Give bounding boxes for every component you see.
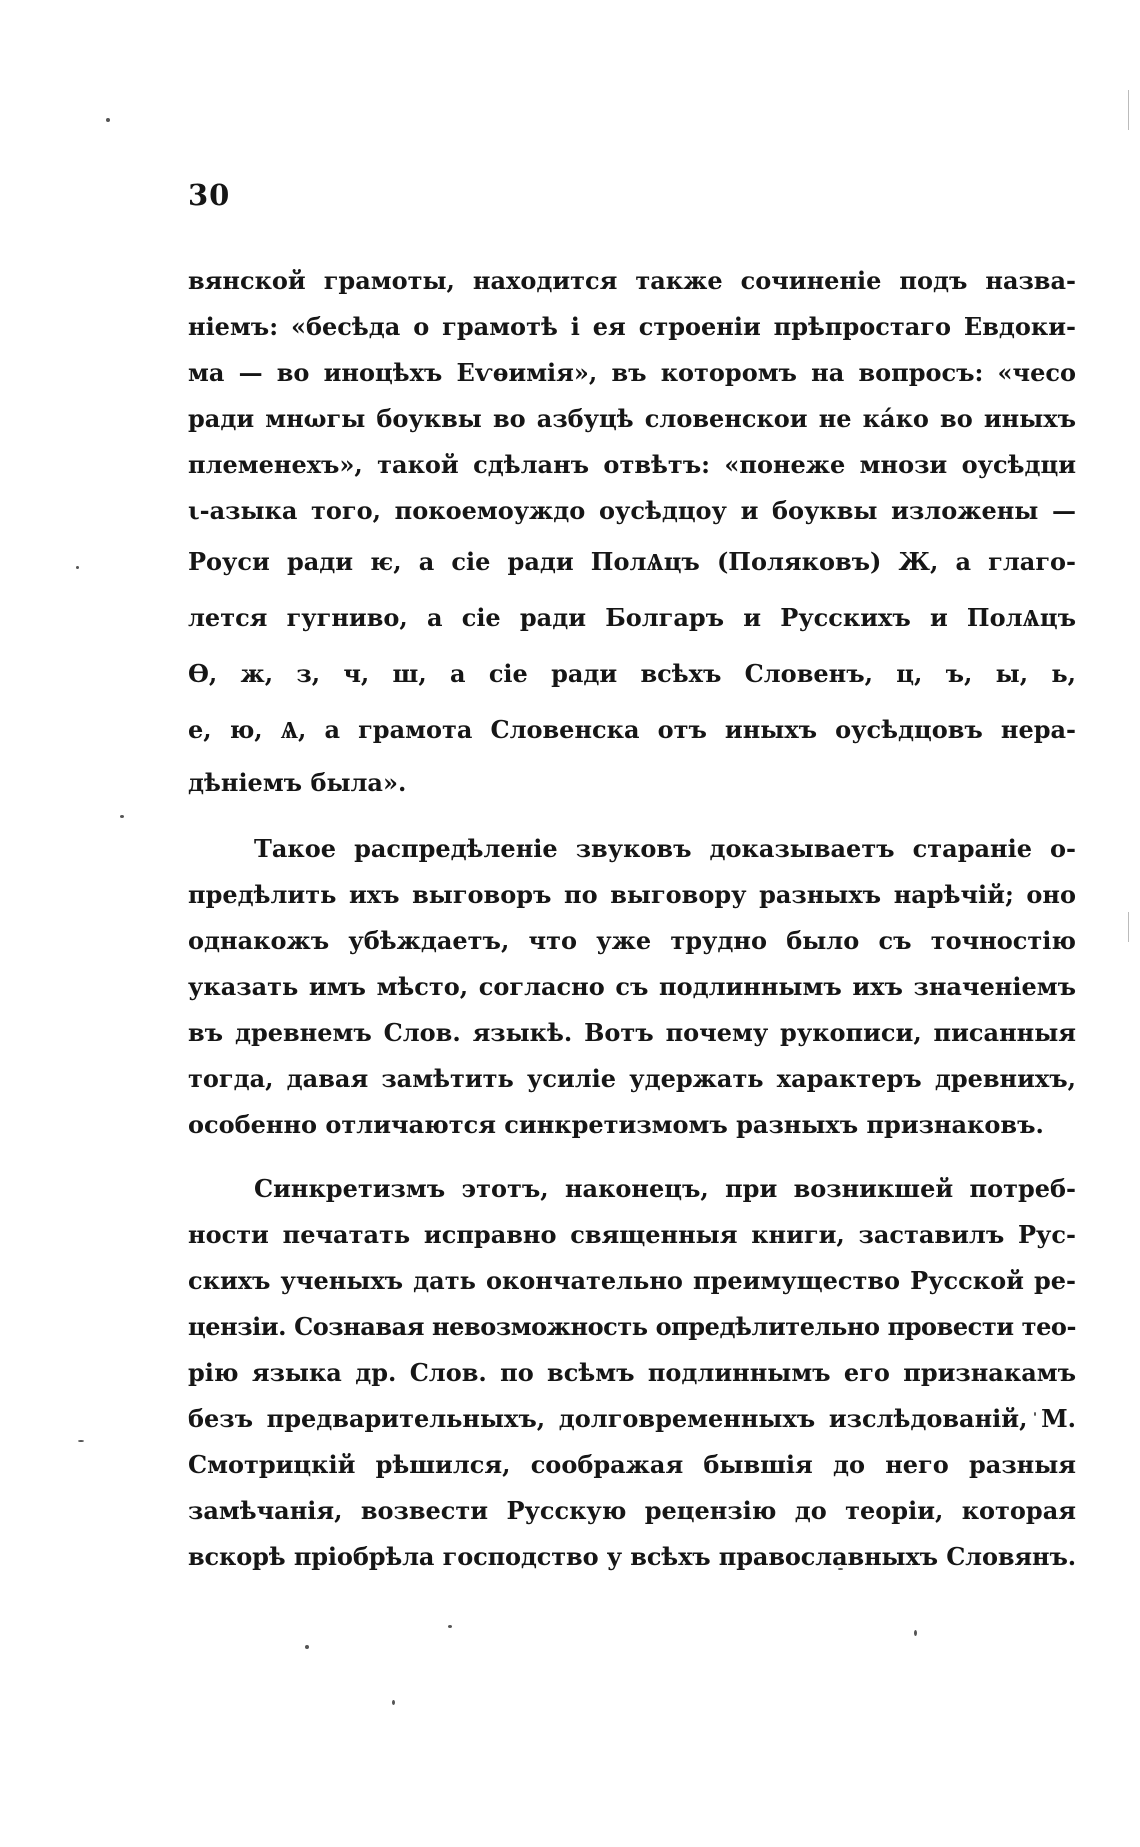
text-line: вскорѣ пріобрѣла господство у всѣхъ православныхъ Словянъ. — [188, 1542, 1076, 1571]
text-line: племенехъ», такой сдѣланъ отвѣтъ: «понеже мнози оусѣдци — [188, 450, 1076, 479]
text-line: ма — во иноцѣхъ Еѵѳимія», въ которомъ на вопросъ: «чесо — [188, 358, 1076, 387]
text-line: скихъ ученыхъ дать окончательно преимущество Русской ре- — [188, 1266, 1076, 1295]
text-line: указать имъ мѣсто, согласно съ подлиннымъ ихъ значеніемъ — [188, 972, 1076, 1001]
page-number: 30 — [188, 178, 231, 212]
text-line: ніемъ: «бесѣда о грамотѣ і ея строеніи прѣпростаго Евдоки- — [188, 312, 1076, 341]
text-line: однакожъ убѣждаетъ, что уже трудно было съ точностію — [188, 926, 1076, 955]
text-line: замѣчанія, возвести Русскую рецензію до теоріи, которая — [188, 1496, 1076, 1525]
text-line: Роуси ради ѥ, а сіе ради ПолѦцъ (Поляковъ) Ж, а глаго- — [188, 547, 1076, 576]
paragraph — [188, 258, 1076, 808]
scan-speck — [106, 118, 110, 122]
text-line: безъ предварительныхъ, долговременныхъ изслѣдованій, М. — [188, 1404, 1076, 1433]
text-line: ности печатать исправно священныя книги, заставилъ Рус- — [188, 1220, 1076, 1249]
text-line: Смотрицкій рѣшился, соображая бывшія до него разныя — [188, 1450, 1076, 1479]
text-line: рію языка др. Слов. по всѣмъ подлиннымъ его признакамъ — [188, 1358, 1076, 1387]
text-line: въ древнемъ Слов. языкѣ. Вотъ почему рукописи, писанныя — [188, 1018, 1076, 1047]
scan-speck — [392, 1700, 395, 1705]
scan-edge-mark — [1128, 90, 1129, 130]
scan-speck — [76, 566, 79, 569]
text-line: Ѳ, ж, з, ч, ш, а сіе ради всѣхъ Словенъ, ц, ъ, ы, ь, — [188, 659, 1076, 688]
paragraph — [188, 826, 1076, 1148]
text-line: дѣніемъ была». — [188, 768, 407, 797]
text-line: Такое распредѣленіе звуковъ доказываетъ стараніе о- — [254, 834, 1076, 863]
text-line: особенно отличаются синкретизмомъ разныхъ признаковъ. — [188, 1110, 1044, 1139]
text-line: лется гугниво, а сіе ради Болгаръ и Русскихъ и ПолѦцъ — [188, 603, 1076, 632]
body-text — [188, 258, 1076, 1580]
scan-edge-mark — [1128, 912, 1129, 942]
paragraph — [188, 1166, 1076, 1580]
text-line: цензіи. Сознавая невозможность опредѣлительно провести тео- — [188, 1312, 1076, 1341]
scan-speck — [78, 1440, 84, 1442]
text-line: предѣлить ихъ выговоръ по выговору разныхъ нарѣчій; оно — [188, 880, 1076, 909]
scan-speck — [305, 1645, 309, 1649]
text-line: Синкретизмъ этотъ, наконецъ, при возникшей потреб- — [254, 1174, 1076, 1203]
text-line: ради мнωгы боуквы во азбуцѣ словенскои не кáко во иныхъ — [188, 404, 1076, 433]
text-line: вянской грамоты, находится также сочиненіе подъ назва- — [188, 266, 1076, 295]
text-line: ι-азыка того, покоемоуждо оусѣдцоу и боуквы изложены — — [188, 496, 1076, 525]
scan-speck — [448, 1625, 452, 1628]
scan-speck — [914, 1630, 917, 1636]
text-line: тогда, давая замѣтить усиліе удержать характеръ древнихъ, — [188, 1064, 1076, 1093]
scan-speck — [120, 815, 124, 818]
text-line: е, ю, Ѧ, а грамота Словенска отъ иныхъ оусѣдцовъ нера- — [188, 715, 1076, 744]
